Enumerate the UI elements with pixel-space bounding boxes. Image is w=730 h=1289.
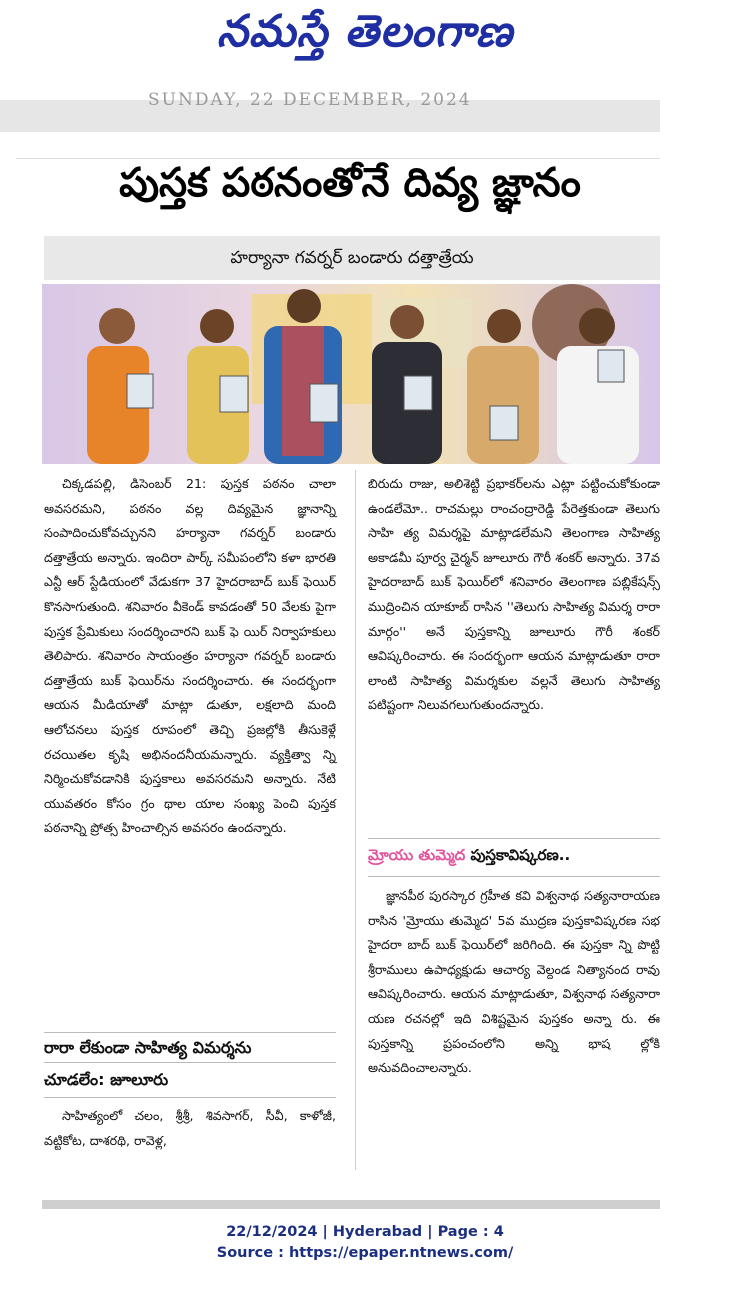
section-rule xyxy=(44,1062,336,1063)
photo-illustration xyxy=(42,284,660,464)
side-heading-pink: మ్రోయు తుమ్మెద xyxy=(368,846,466,864)
date-band xyxy=(0,90,660,132)
section-rule xyxy=(44,1032,336,1033)
footer xyxy=(0,1222,730,1264)
side-heading-rest: పుస్తకావిష్కరణ.. xyxy=(465,846,571,864)
article-photo xyxy=(42,284,660,464)
section-rule xyxy=(44,1097,336,1098)
left-column-b xyxy=(44,1104,336,1153)
footer-date-line: 22/12/2024 | Hyderabad | Page : 4 xyxy=(226,1224,504,1240)
left-paragraph: చిక్కడపల్లి, డిసెంబర్ 21: పుస్తక పఠనం చాలా అవసరమని, పఠనం వల్ల దివ్యమైన జ్ఞానాన్ని సంపాదించుకోవచ్చునని హర్యానా గవర్నర్ బండారు దత్తాత్రేయ అన్నారు. ఇందిరా పార్క్ సమీపంలోని కళా భారతి ఎన్టీ ఆర్ స్టేడియంలో వేడుకగా 37 హైదరాబాద్ బుక్ ఫెయిర్ కొనసాగుతుంది. శనివారం వీకెండ్ కావడంతో 50 వేలకు పైగా పుస్తక ప్రేమికులు సందర్శించారని బుక్ ఫె యిర్ నిర్వాహకులు తెలిపారు. శనివారం సాయంత్రం హర్యానా గవర్నర్ బండారు దత్తాత్రేయ బుక్ ఫెయిర్‌ను సందర్శించారు. ఈ సందర్భంగా ఆయన మీడియాతో మాట్లా డుతూ, లక్షలాది మంది ఆలోచనలు పుస్తక రూపంలో తెచ్చి ప్రజల్లోకి తీసుకెళ్లే రచయితల కృషి అభినందనీయమన్నారు. వ్యక్తిత్వా న్ని నిర్మించుకోవడానికి పుస్తకాలు అవసరమని అన్నారు. నేటి యువతరం కోసం గ్రం థాల యాల సంఖ్య పెంచి పుస్తక పఠనాన్ని ప్రోత్స హించాల్సిన అవసరం ఉందన్నారు. xyxy=(44,476,336,836)
headline: పుస్తక పఠనంతోనే దివ్య జ్ఞానం xyxy=(119,160,581,206)
subheadline: హర్యానా గవర్నర్ బండారు దత్తాత్రేయ xyxy=(44,236,660,280)
section-rule xyxy=(368,838,660,839)
dateline: SUNDAY, 22 DECEMBER, 2024 xyxy=(148,90,472,110)
subsection-title-line2: చూడలేం: జూలూరు xyxy=(44,1070,169,1089)
section-rule xyxy=(368,876,660,877)
right-paragraph-1: బిరుదు రాజు, అలిశెట్టి ప్రభాకర్‌లను ఎట్లా పట్టించుకోకుండా ఉండలేమో.. రాచమల్లు రాంచంద్రారెడ్డి పేరెత్తకుండా తెలుగు సాహి త్య విమర్శపై మాట్లాడలేమని తెలంగాణ సాహిత్య అకాడమీ పూర్వ చైర్మన్ జూలూరు గౌరీ శంకర్ అన్నారు. 37వ హైదరాబాద్ బుక్ ఫెయిర్‌లో శనివారం తెలంగాణ పబ్లికేషన్స్ ముద్రించిన యాకూబ్ రాసిన ''తెలుగు సాహిత్య విమర్శ రారా మార్గం'' అనే పుస్తకాన్ని జూలూరు గౌరీ శంకర్ ఆవిష్కరించారు. ఈ సందర్భంగా ఆయన మాట్లాడుతూ రారా లాంటి సాహిత్య విమర్శకుల వల్లనే తెలుగు సాహిత్య పటిష్టంగా నిలువగలుగుతుందన్నారు. xyxy=(368,476,660,713)
side-heading xyxy=(368,846,660,868)
left-paragraph-b: సాహిత్యంలో చలం, శ్రీశ్రీ, శివసాగర్, సీవీ, కాళోజీ, వట్టికోట, దాశరథి, రావెళ్ల, xyxy=(44,1108,336,1148)
masthead xyxy=(0,0,730,78)
column-divider xyxy=(355,470,356,1170)
right-column xyxy=(368,472,660,718)
bottom-strip xyxy=(42,1200,660,1209)
right-column-2 xyxy=(368,884,660,1081)
newspaper-logo: నమస్తే తెలంగాణ xyxy=(216,6,514,57)
divider xyxy=(16,158,660,159)
subsection-title-line1: రారా లేకుండా సాహిత్య విమర్శను xyxy=(44,1038,252,1057)
right-paragraph-2: జ్ఞానపీఠ పురస్కార గ్రహీత కవి విశ్వనాథ సత్యనారాయణ రాసిన 'మ్రోయు తుమ్మెద' 5వ ముద్రణ పుస్తకావిష్కరణ సభ హైదరా బాద్ బుక్ ఫెయిర్‌లో జరిగింది. ఈ పుస్తకా న్ని పొట్టి శ్రీరాములు ఉపాధ్యక్షుడు ఆచార్య వెల్దండ నిత్యానంద రావు ఆవిష్కరించారు. ఆయన మాట్లాడుతూ, విశ్వనాథ సత్యనారా యణ రచనల్లో ఇది విశిష్టమైన పుస్తకం అన్నా రు. ఈ పుస్తకాన్ని ప్రపంచంలోని అన్ని భాష ల్లోకి అనువదించాలన్నారు. xyxy=(368,888,660,1076)
left-column xyxy=(44,472,336,841)
footer-source-line: Source : https://epaper.ntnews.com/ xyxy=(216,1245,514,1261)
